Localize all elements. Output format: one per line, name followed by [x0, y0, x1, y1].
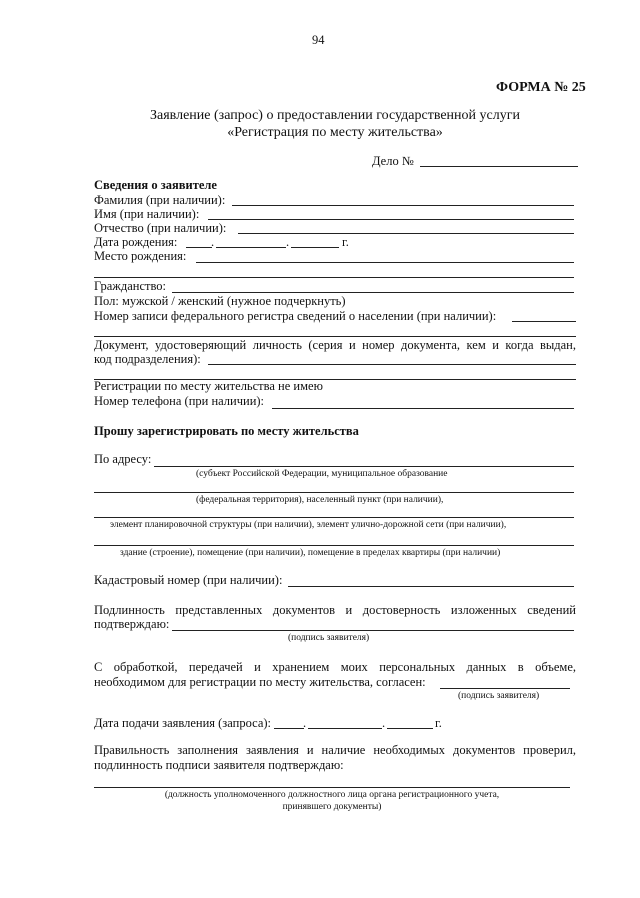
- case-number-label: Дело №: [372, 154, 414, 168]
- applicant-signature-hint: (подпись заявителя): [288, 633, 370, 643]
- authenticity-line-1: Подлинность представленных документов и достоверность изложенных сведений: [94, 603, 576, 617]
- surname-field[interactable]: [232, 205, 574, 206]
- patronymic-field[interactable]: [238, 233, 574, 234]
- submit-year-suffix: г.: [435, 716, 442, 730]
- citizenship-field[interactable]: [172, 292, 574, 293]
- consent-line-1: С обработкой, передачей и хранением моих персональных данных в объеме,: [94, 660, 576, 674]
- id-document-field[interactable]: [208, 364, 576, 365]
- consent-signature-field[interactable]: [440, 688, 570, 689]
- surname-label: Фамилия (при наличии):: [94, 193, 226, 207]
- official-hint-1: (должность уполномоченного должностного лица органа регистрационного учета,: [164, 790, 500, 800]
- check-line-1: Правильность заполнения заявления и наличие необходимых документов проверил,: [94, 743, 576, 757]
- address-field-1[interactable]: [154, 466, 574, 467]
- title-line-2: «Регистрация по месту жительства»: [227, 125, 443, 140]
- submit-day-field[interactable]: [274, 728, 304, 729]
- registry-record-label: Номер записи федерального регистра сведений о населении (при наличии):: [94, 309, 497, 323]
- address-label: По адресу:: [94, 452, 152, 466]
- page-number: 94: [312, 33, 325, 47]
- name-label: Имя (при наличии):: [94, 207, 200, 221]
- address-field-2[interactable]: [94, 492, 574, 493]
- official-signature-field[interactable]: [94, 787, 570, 788]
- address-hint-4: здание (строение), помещение (при наличии), помещение в пределах квартиры (при наличии): [120, 548, 501, 558]
- phone-field[interactable]: [272, 408, 574, 409]
- dob-label: Дата рождения:: [94, 235, 178, 249]
- citizenship-label: Гражданство:: [94, 279, 167, 293]
- sex-label: Пол: мужской / женский (нужное подчеркнуть): [94, 294, 346, 308]
- dob-year-field[interactable]: [291, 247, 339, 248]
- applicant-heading: Сведения о заявителе: [94, 178, 217, 192]
- consent-signature-hint: (подпись заявителя): [458, 691, 540, 701]
- registry-record-field[interactable]: [512, 321, 576, 322]
- check-line-2: подлинность подписи заявителя подтверждаю:: [94, 758, 344, 772]
- cadastral-field[interactable]: [288, 586, 574, 587]
- birthplace-label: Место рождения:: [94, 249, 187, 263]
- phone-label: Номер телефона (при наличии):: [94, 394, 265, 408]
- registry-record-field-2[interactable]: [94, 336, 576, 337]
- address-hint-3: элемент планировочной структуры (при наличии), элемент улично-дорожной сети (при наличии),: [110, 520, 507, 530]
- cadastral-label: Кадастровый номер (при наличии):: [94, 573, 283, 587]
- authenticity-line-2: подтверждаю:: [94, 617, 170, 631]
- submit-dot-2: .: [382, 716, 386, 730]
- request-heading: Прошу зарегистрировать по месту жительства: [94, 424, 359, 438]
- id-document-line-1: Документ, удостоверяющий личность (серия и номер документа, кем и когда выдан,: [94, 338, 576, 352]
- dob-dot-2: .: [286, 235, 290, 249]
- submit-month-field[interactable]: [308, 728, 382, 729]
- dob-day-field[interactable]: [186, 247, 212, 248]
- form-number: ФОРМА № 25: [496, 80, 586, 95]
- address-hint-2: (федеральная территория), населенный пункт (при наличии),: [196, 495, 444, 505]
- name-field[interactable]: [208, 219, 574, 220]
- submit-year-field[interactable]: [387, 728, 433, 729]
- dob-month-field[interactable]: [216, 247, 286, 248]
- dob-year-suffix: г.: [342, 235, 349, 249]
- official-hint-2: принявшего документы): [282, 802, 382, 812]
- case-number-line[interactable]: [420, 166, 578, 167]
- submit-dot-1: .: [303, 716, 307, 730]
- patronymic-label: Отчество (при наличии):: [94, 221, 227, 235]
- consent-line-2: необходимом для регистрации по месту жительства, согласен:: [94, 675, 426, 689]
- applicant-signature-field[interactable]: [172, 630, 574, 631]
- id-document-line-2: код подразделения):: [94, 352, 201, 366]
- address-field-4[interactable]: [94, 545, 574, 546]
- title-line-1: Заявление (запрос) о предоставлении государственной услуги: [150, 108, 520, 123]
- address-hint-1: (субъект Российской Федерации, муниципальное образование: [196, 469, 448, 479]
- address-field-3[interactable]: [94, 517, 574, 518]
- dob-dot-1: .: [211, 235, 215, 249]
- birthplace-field-2[interactable]: [94, 277, 574, 278]
- no-registration-label: Регистрации по месту жительства не имею: [94, 379, 323, 393]
- birthplace-field[interactable]: [196, 262, 574, 263]
- submit-date-label: Дата подачи заявления (запроса):: [94, 716, 272, 730]
